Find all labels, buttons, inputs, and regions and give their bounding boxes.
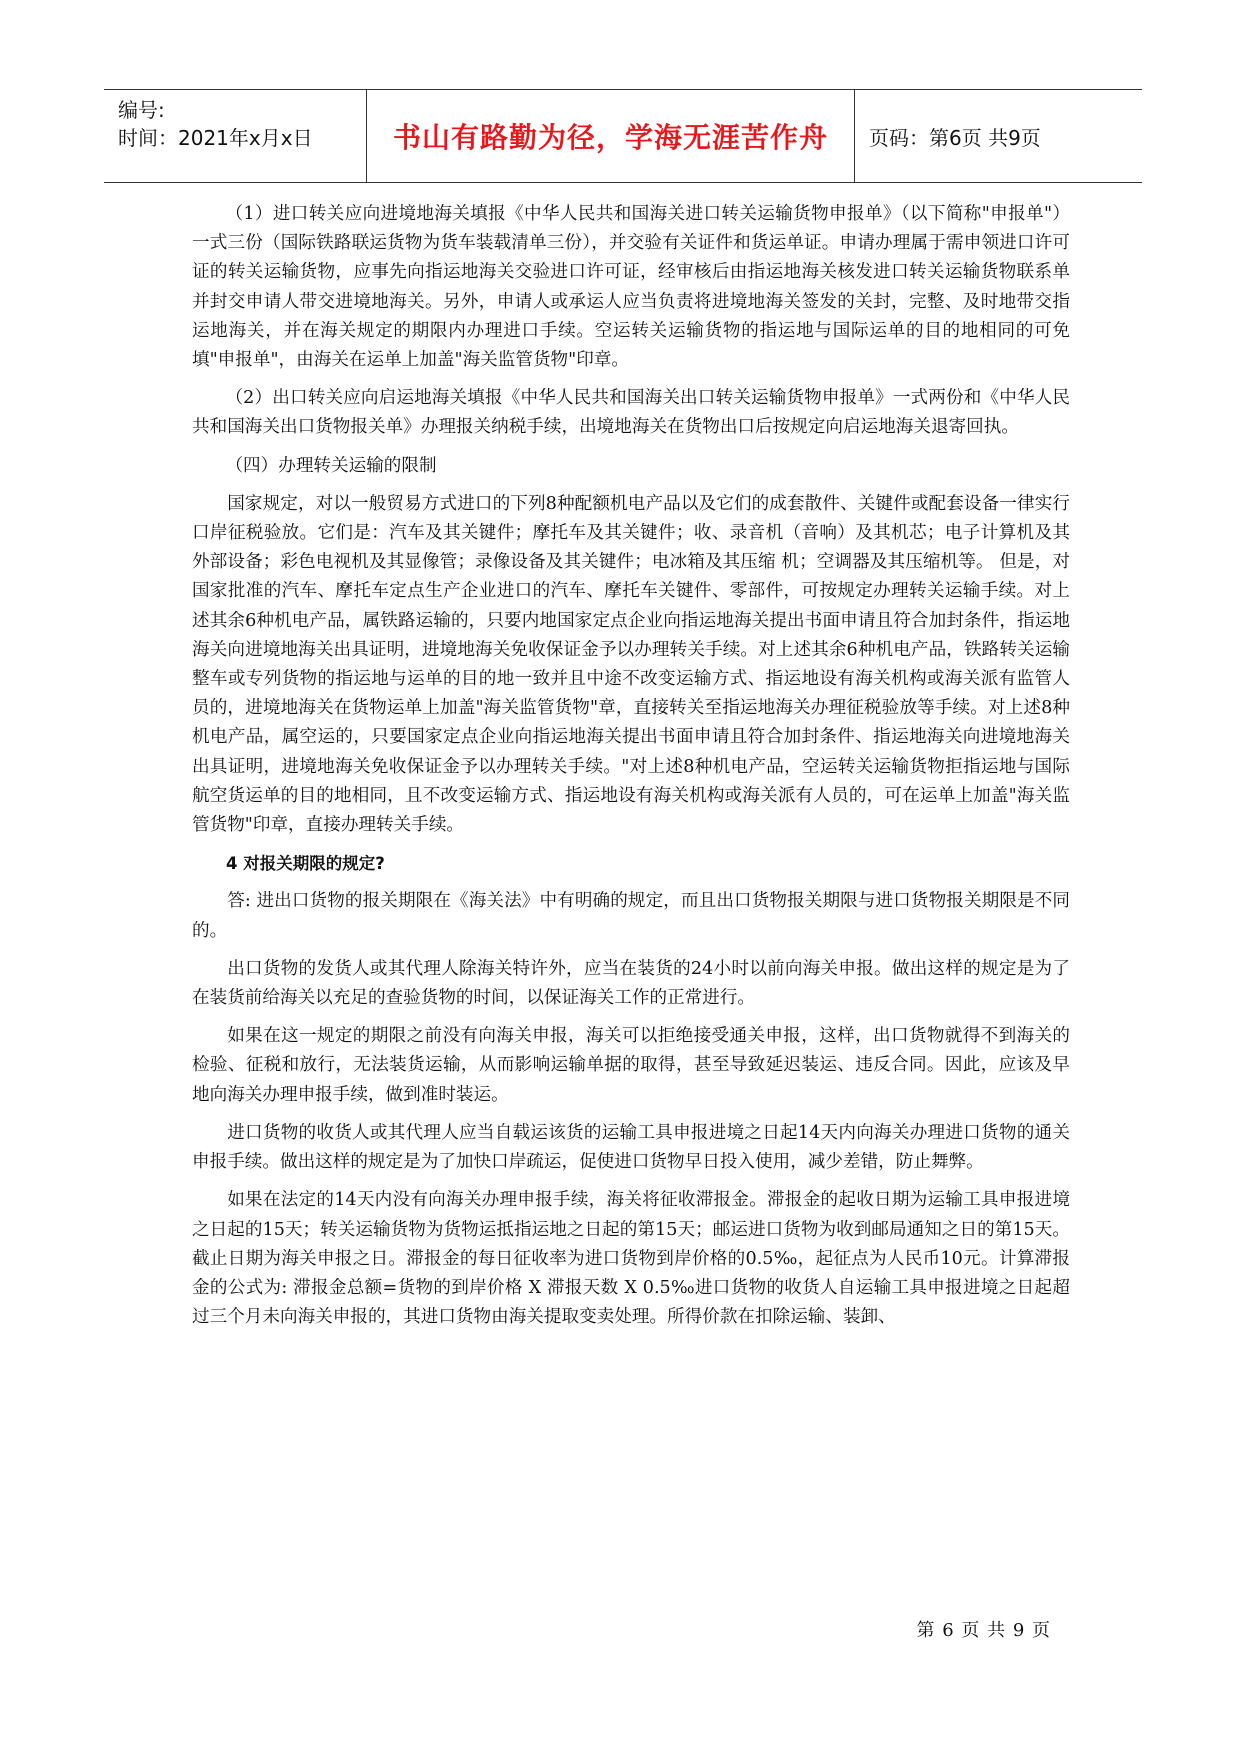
document-time-label: 时间：2021年x月x日 <box>118 126 313 150</box>
header-motto: 书山有路勤为径，学海无涯苦作舟 <box>367 90 855 182</box>
page-footer: 第 6 页 共 9 页 <box>916 1620 1051 1641</box>
section-heading-restrictions: （四）办理转关运输的限制 <box>225 455 437 476</box>
page-header <box>104 89 1142 183</box>
paragraph-export-deadline: 出口货物的发货人或其代理人除海关特许外，应当在装货的24小时以前向海关申报。做出这样的规定是为了在装货前给海关以充足的查验货物的时间，以保证海关工作的正常进行。 <box>192 958 1070 1009</box>
document-number-label: 编号: <box>118 98 165 122</box>
header-page-number: 页码：第6页 共9页 <box>869 125 1041 150</box>
question-heading: 4 对报关期限的规定? <box>226 854 385 874</box>
paragraph-import-transfer: （1）进口转关应向进境地海关填报《中华人民共和国海关进口转关运输货物申报单》（以下简称"申报单"）一式三份（国际铁路联运货物为货车装载清单三份），并交验有关证件和货运单证。申请办理属于需申领进口许可证的转关运输货物，应事先向指运地海关交验进口许可证，经审核后由指运地海关核发进口转关运输货物联系单并封交申请人带交进境地海关。另外，申请人或承运人应当负责将进境地海关签发的关封，完整、及时地带交指运地海关，并在海关规定的期限内办理进口手续。空运转关运输货物的指运地与国际运单的目的地相同的可免填"申报单"，由海关在运单上加盖"海关监管货物"印章。 <box>192 204 1070 371</box>
paragraph-late-declaration: 如果在这一规定的期限之前没有向海关申报，海关可以拒绝接受通关申报，这样，出口货物就得不到海关的检验、征税和放行，无法装货运输，从而影响运输单据的取得，甚至导致延迟装运、违反合同。因此，应该及早地向海关办理申报手续，做到准时装运。 <box>192 1026 1070 1105</box>
paragraph-answer: 答: 进出口货物的报关期限在《海关法》中有明确的规定，而且出口货物报关期限与进口货物报关期限是不同的。 <box>192 891 1070 941</box>
document-body <box>192 200 1070 1341</box>
paragraph-late-fee: 如果在法定的14天内没有向海关办理申报手续，海关将征收滞报金。滞报金的起收日期为运输工具申报进境之日起的15天；转关运输货物为货物运抵指运地之日起的第15天；邮运进口货物为收到邮局通知之日的第15天。截止日期为海关申报之日。滞报金的每日征收率为进口货物到岸价格的0.5‰，起征点为人民币10元。计算滞报金的公式为: 滞报金总额=货物的到岸价格 X 滞报天数 X 0.5‰进口货物的收货人自运输工具申报进境之日起超过三个月未向海关申报的，其进口货物由海关提取变卖处理。所得价款在扣除运输、装卸、 <box>192 1190 1070 1328</box>
paragraph-national-regulation: 国家规定，对以一般贸易方式进口的下列8种配额机电产品以及它们的成套散件、关键件或配套设备一律实行口岸征税验放。它们是：汽车及其关键件；摩托车及其关键件；收、录音机（音响）及其机芯；电子计算机及其外部设备；彩色电视机及其显像管；录像设备及其关键件；电冰箱及其压缩 机；空调器及其压缩机等。 但是，对国家批准的汽车、摩托车定点生产企业进口的汽车、摩托车关键件、零部件，可按规定办理转关运输手续。对上述其余6种机电产品，属铁路运输的，只要内地国家定点企业向指运地海关提出书面申请且符合加封条件，指运地海关向进境地海关出具证明，进境地海关免收保证金予以办理转关手续。对上述其余6种机电产品，铁路转关运输整车或专列货物的指运地与运单的目的地一致并且中途不改变运输方式、指运地设有海关机构或海关派有监管人员的，进境地海关在货物运单上加盖"海关监管货物"章，直接转关至指运地海关办理征税验放等手续。对上述8种机电产品，属空运的，只要国家定点企业向指运地海关提出书面申请且符合加封条件、指运地海关向进境地海关出具证明，进境地海关免收保证金予以办理转关手续。"对上述8种机电产品，空运转关运输货物拒指运地与国际航空货运单的目的地相同，且不改变运输方式、指运地设有海关机构或海关派有人员的，可在运单上加盖"海关监管货物"印章，直接办理转关手续。 <box>192 493 1070 836</box>
header-meta <box>104 90 367 182</box>
paragraph-import-deadline: 进口货物的收货人或其代理人应当自载运该货的运输工具申报进境之日起14天内向海关办理进口货物的通关申报手续。做出这样的规定是为了加快口岸疏运，促使进口货物早日投入使用，减少差错，防止舞弊。 <box>192 1122 1070 1173</box>
paragraph-export-transfer: （2）出口转关应向启运地海关填报《中华人民共和国海关出口转关运输货物申报单》一式两份和《中华人民共和国海关出口货物报关单》办理报关纳税手续，出境地海关在货物出口后按规定向启运地海关退寄回执。 <box>192 388 1070 438</box>
